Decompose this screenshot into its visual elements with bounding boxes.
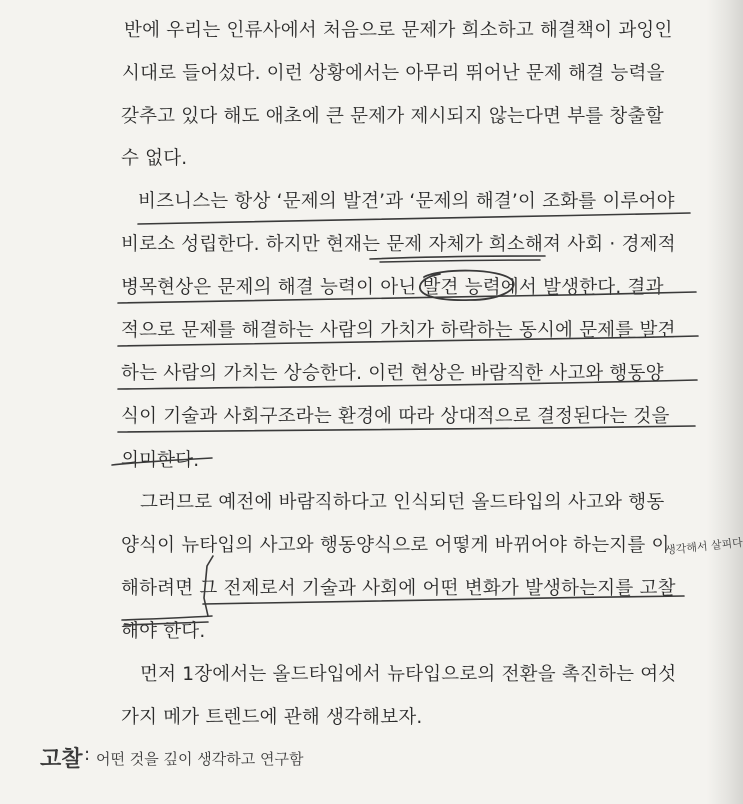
handwritten-margin-note: 생각해서 살피다 — [664, 535, 743, 558]
text-line-11: 의미한다. — [121, 450, 200, 471]
text-line-12: 그러므로 예전에 바람직하다고 인식되던 올드타입의 사고와 행동 — [140, 492, 665, 513]
text-line-3: 갖추고 있다 해도 애초에 큰 문제가 제시되지 않는다면 부를 창출할 — [121, 106, 664, 127]
text-line-7: 병목현상은 문제의 해결 능력이 아닌 발견 능력에서 발생한다. 결과 — [121, 277, 664, 298]
handwritten-footnote-separator: : — [84, 744, 91, 765]
text-line-8: 적으로 문제를 해결하는 사람의 가치가 하락하는 동시에 문제를 발견 — [121, 320, 676, 341]
text-line-17: 가지 메가 트렌드에 관해 생각해보자. — [121, 707, 423, 728]
handwritten-footnote-definition: 어떤 것을 깊이 생각하고 연구함 — [96, 750, 304, 768]
text-line-6: 비로소 성립한다. 하지만 현재는 문제 자체가 희소해져 사회 · 경제적 — [121, 234, 676, 255]
text-line-16: 먼저 1장에서는 올드타입에서 뉴타입으로의 전환을 촉진하는 여섯 — [140, 664, 677, 685]
text-line-2: 시대로 들어섰다. 이런 상황에서는 아무리 뛰어난 문제 해결 능력을 — [122, 63, 665, 84]
text-line-1: 반에 우리는 인류사에서 처음으로 문제가 희소하고 해결책이 과잉인 — [124, 20, 673, 41]
text-line-14: 해하려면 그 전제로서 기술과 사회에 어떤 변화가 발생하는지를 고찰 — [121, 578, 676, 599]
handwritten-footnote-term: 고찰 — [40, 747, 83, 772]
text-line-10: 식이 기술과 사회구조라는 환경에 따라 상대적으로 결정된다는 것을 — [121, 406, 670, 427]
text-line-5: 비즈니스는 항상 ‘문제의 발견’과 ‘문제의 해결’이 조화를 이루어야 — [138, 191, 675, 212]
text-line-13: 양식이 뉴타입의 사고와 행동양식으로 어떻게 바뀌어야 하는지를 이 — [121, 535, 670, 556]
text-line-15: 해야 한다. — [121, 621, 206, 642]
text-line-4: 수 없다. — [121, 148, 188, 169]
text-line-9: 하는 사람의 가치는 상승한다. 이런 현상은 바람직한 사고와 행동양 — [121, 363, 664, 384]
